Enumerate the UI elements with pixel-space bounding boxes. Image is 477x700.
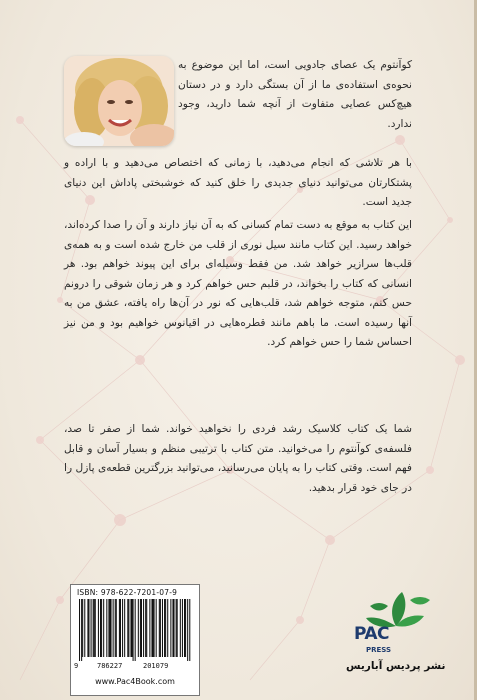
barcode-bar	[128, 599, 129, 657]
barcode-bar	[159, 599, 160, 657]
barcode-bar	[115, 599, 116, 657]
barcode-bar	[108, 599, 109, 657]
barcode-bar	[109, 599, 110, 657]
barcode-bar	[167, 599, 168, 657]
paragraph-book-description: شما یک کتاب کلاسیک رشد فردی را نخواهید خواند. شما از صفر تا صد، فلسفه‌ی کوآنتوم را می‌خوانید. متن کتاب با ترتیبی منظم و بسیار آسان و قابل فهم است. وقتی کتاب را به پایان می‌رسانید، می‌توانید بزرگترین قطعه‌ی پازل را در جای خود قرار بدهید.	[64, 423, 412, 494]
barcode-digit-group-2: 201079	[143, 662, 169, 670]
barcode-bar	[174, 599, 175, 657]
barcode-bar	[82, 599, 83, 657]
barcode-bar	[146, 599, 147, 657]
barcode-bar	[124, 599, 125, 657]
barcode-bar	[156, 599, 157, 657]
publisher-website[interactable]: www.Pac4Book.com	[95, 677, 175, 686]
barcode-bar	[100, 599, 101, 657]
barcode-bar	[91, 599, 92, 657]
logo-text: PAC	[354, 624, 390, 644]
publisher-name: نشر پردیس آباریس	[346, 660, 446, 672]
barcode-bar	[79, 599, 80, 661]
barcode-bar	[95, 599, 96, 657]
paragraph-effort: با هر تلاشی که انجام می‌دهید، با زمانی که اختصاص می‌دهید و با اراده و پشتکارتان می‌توانید دنیای جدیدی را خلق کنید که خوشبختی پاداش این دنیای جدید است.	[64, 157, 412, 208]
barcode-digit-group-1: 786227	[97, 662, 123, 670]
barcode-bar	[94, 599, 95, 657]
barcode-bar	[162, 599, 163, 657]
barcode-bar	[101, 599, 102, 657]
barcode-bar	[132, 599, 133, 657]
barcode-bar	[119, 599, 120, 657]
barcode-bar	[116, 599, 117, 657]
barcode-bar	[143, 599, 144, 657]
barcode-icon	[79, 599, 191, 661]
barcode-bar	[127, 599, 128, 657]
barcode-bar	[140, 599, 141, 657]
barcode-bar	[88, 599, 89, 657]
barcode-bar	[103, 599, 104, 657]
barcode-bar	[141, 599, 142, 657]
barcode-bar	[122, 599, 123, 657]
barcode-bar	[81, 599, 82, 661]
paragraph-intro: کوآنتوم یک عصای جادویی است، اما این موضوع به نحوه‌ی استفاده‌ی ما از آن بستگی دارد و در دستان هیچ‌کس عصایی متفاوت از آنچه شما دارید، وجود ندارد.	[178, 59, 412, 130]
barcode-bar	[106, 599, 107, 657]
barcode-bar	[153, 599, 154, 657]
barcode-digit-first: 9	[74, 662, 79, 670]
barcode-box	[70, 584, 200, 696]
barcode-bar	[189, 599, 190, 661]
barcode-bar	[185, 599, 186, 657]
barcode-bar	[172, 599, 173, 657]
barcode-bar	[177, 599, 178, 657]
isbn-text: ISBN: 978-622-7201-07-9	[77, 588, 178, 597]
leaf-logo-icon	[350, 588, 440, 628]
barcode-bar	[84, 599, 85, 657]
barcode-bar	[149, 599, 150, 657]
barcode-bar	[138, 599, 139, 657]
barcode-bar	[154, 599, 155, 657]
barcode-bar	[151, 599, 152, 657]
barcode-bar	[176, 599, 177, 657]
barcode-bar	[135, 599, 136, 661]
publisher-logo	[346, 588, 446, 688]
barcode-bar	[164, 599, 165, 657]
barcode-bar	[170, 599, 171, 657]
barcode-bar	[180, 599, 181, 657]
paragraph-book-message: این کتاب به موقع به دست تمام کسانی که به آن نیاز دارند و آن را صدا کرده‌اند، خواهد رسید. این کتاب مانند سیل نوری از قلب من خارج شده است و به همه‌ی قلب‌ها سرازیر خواهد شد. من فقط وسیله‌ای برای این پیوند خواهم بود. هر انسانی که کتاب را بخواند، در قلبم حس خواهم کرد و هر زمان شوقی را درونم حس کنم، متوجه خواهم شد، قلب‌هایی که نور در آن‌ها راه یافته، عشق من به آنها رسیده است. ما باهم مانند قطره‌هایی در اقیانوس خواهیم بود و من نیز احساس شما را حس خواهم کرد.	[64, 219, 412, 348]
barcode-bar	[187, 599, 188, 661]
barcode-bar	[145, 599, 146, 657]
logo-subtext: PRESS	[366, 646, 392, 654]
barcode-bar	[111, 599, 112, 657]
barcode-bar	[184, 599, 185, 657]
barcode-bar	[120, 599, 121, 657]
barcode-bar	[87, 599, 88, 657]
barcode-bar	[160, 599, 161, 657]
author-photo	[64, 56, 174, 146]
barcode-bar	[113, 599, 114, 657]
barcode-bar	[182, 599, 183, 657]
barcode-bar	[130, 599, 131, 657]
barcode-bar	[133, 599, 134, 661]
barcode-bar	[93, 599, 94, 657]
barcode-bar	[98, 599, 99, 657]
barcode-bar	[165, 599, 166, 657]
